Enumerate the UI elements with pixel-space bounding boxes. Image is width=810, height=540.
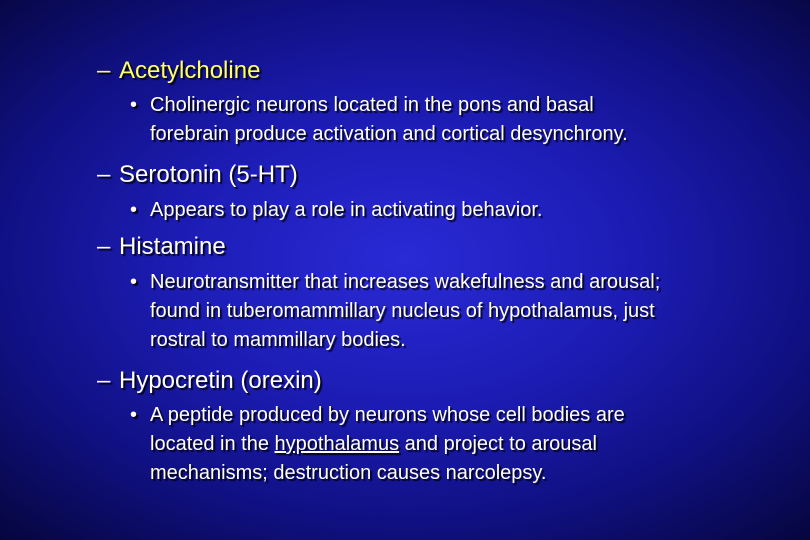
dash-marker: – bbox=[97, 233, 111, 260]
bullet-marker: • bbox=[130, 199, 138, 221]
bullet-acetylcholine bbox=[130, 91, 628, 149]
bullet-serotonin bbox=[130, 196, 542, 225]
heading-hypocretin bbox=[97, 367, 322, 395]
dash-marker: – bbox=[97, 57, 111, 84]
dash-marker: – bbox=[97, 161, 111, 188]
bullet-line: Neurotransmitter that increases wakefulness and arousal; bbox=[150, 271, 661, 293]
bullet-line: A peptide produced by neurons whose cell bodies are bbox=[150, 404, 625, 426]
bullet-marker: • bbox=[130, 271, 138, 293]
heading-serotonin bbox=[97, 161, 298, 189]
heading-text: Serotonin (5-HT) bbox=[119, 161, 298, 188]
heading-text: Hypocretin (orexin) bbox=[119, 367, 322, 394]
bullet-text-segment: and project to arousal bbox=[404, 433, 597, 455]
bullet-marker: • bbox=[130, 404, 138, 426]
bullet-text-segment: located in the bbox=[150, 433, 269, 455]
bullet-line: Appears to play a role in activating behavior. bbox=[150, 199, 543, 221]
heading-histamine bbox=[97, 233, 226, 261]
heading-text: Histamine bbox=[119, 233, 226, 260]
dash-marker: – bbox=[97, 367, 111, 394]
bullet-histamine bbox=[130, 268, 660, 355]
bullet-line: forebrain produce activation and cortical desynchrony. bbox=[150, 123, 628, 145]
heading-acetylcholine bbox=[97, 57, 260, 85]
bullet-line: rostral to mammillary bodies. bbox=[150, 329, 406, 351]
bullet-line: mechanisms; destruction causes narcolepsy. bbox=[150, 462, 547, 484]
bullet-hypocretin bbox=[130, 401, 625, 488]
bullet-marker: • bbox=[130, 94, 138, 116]
underlined-term: hypothalamus bbox=[274, 433, 400, 455]
bullet-line-mixed bbox=[130, 430, 625, 459]
bullet-line: found in tuberomammillary nucleus of hypothalamus, just bbox=[150, 300, 655, 322]
heading-text: Acetylcholine bbox=[119, 57, 261, 84]
bullet-line: Cholinergic neurons located in the pons and basal bbox=[150, 94, 594, 116]
